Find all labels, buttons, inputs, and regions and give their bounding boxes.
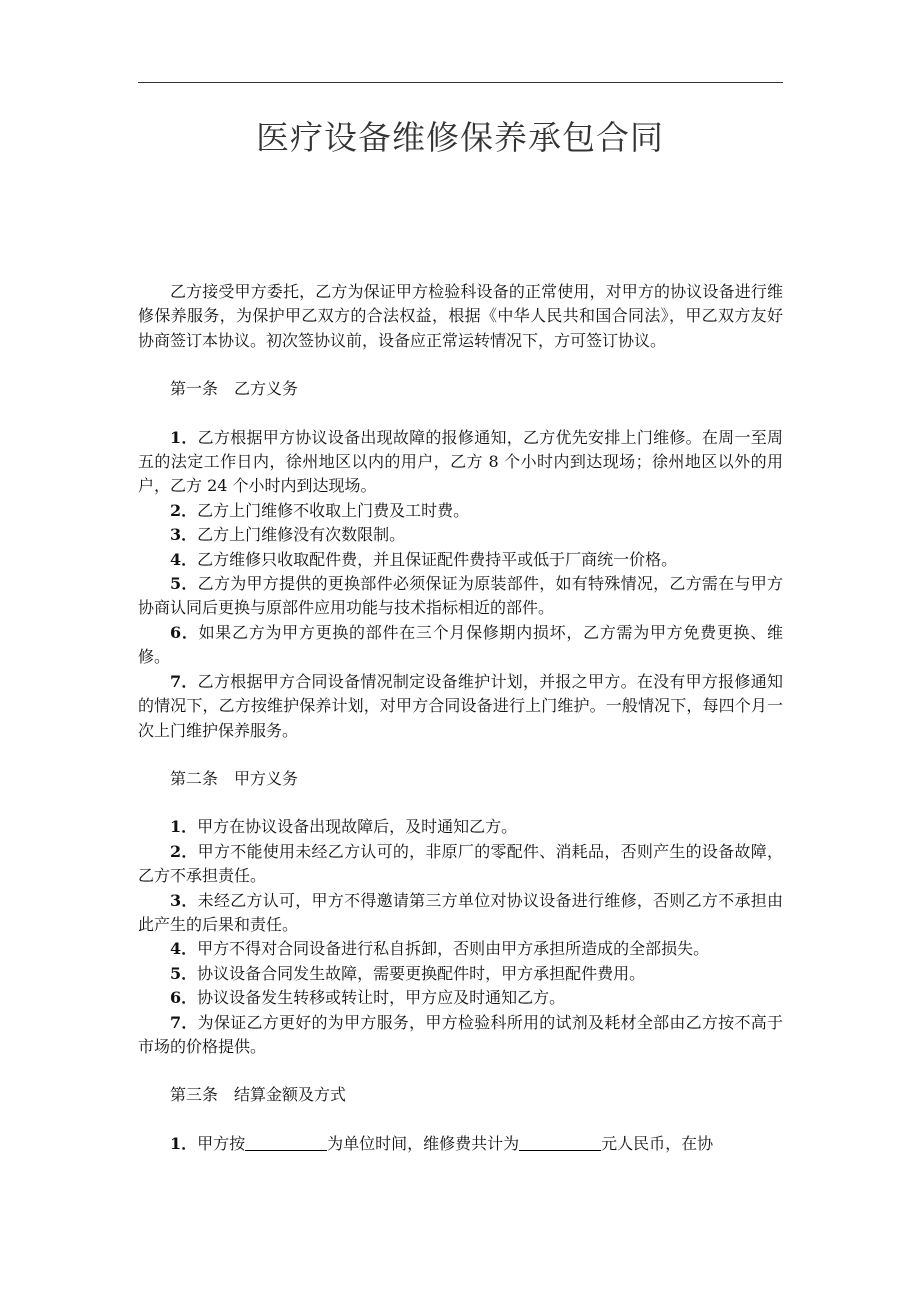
- article-2-item-1: 1．甲方在协议设备出现故障后，及时通知乙方。: [170, 817, 518, 837]
- article-3-heading: 第三条 结算金额及方式: [170, 1085, 347, 1105]
- article-2-item-3: 3．未经乙方认可，甲方不得邀请第三方单位对协议设备进行维修，否则乙方不承担由此产生的后果和责任。: [138, 890, 783, 934]
- article-3-item-1: 1．甲方按 为单位时间，维修费共计为 元人民币，在协: [170, 1133, 714, 1153]
- article-1-item-6: 6．如果乙方为甲方更换的部件在三个月保修期内损坏，乙方需为甲方免费更换、维修。: [138, 622, 783, 667]
- article-2-item-5: 5．协议设备合同发生故障，需要更换配件时，甲方承担配件费用。: [170, 963, 646, 983]
- article-2-item-2: 2．甲方不能使用未经乙方认可的，非原厂的零配件、消耗品，否则产生的设备故障，乙方不承担责任。: [138, 841, 783, 886]
- document-body: [138, 280, 783, 1156]
- article-1-heading: 第一条 乙方义务: [170, 379, 299, 399]
- article-1-item-1: 1．乙方根据甲方协议设备出现故障的报修通知，乙方优先安排上门维修。在周一至周五的法定工作日内，徐州地区以内的用户，乙方 8 个小时内到达现场；徐州地区以外的用户，乙方 24 个小时内到达现场。: [138, 427, 783, 496]
- fill-blank-time-unit: [245, 1132, 327, 1151]
- article-2-heading: 第二条 甲方义务: [170, 768, 299, 788]
- intro-paragraph: 乙方接受甲方委托，乙方为保证甲方检验科设备的正常使用，对甲方的协议设备进行维修保养服务，为保护甲乙双方的合法权益，根据《中华人民共和国合同法》，甲乙双方友好协商签订本协议。初次签协议前，设备应正常运转情况下，方可签订协议。: [138, 282, 783, 350]
- document-title: 医疗设备维修保养承包合同: [256, 118, 664, 157]
- article-1-item-2: 2．乙方上门维修不收取上门费及工时费。: [170, 500, 470, 520]
- fill-blank-amount: [519, 1132, 601, 1151]
- article-2-item-4: 4．甲方不得对合同设备进行私自拆卸，否则由甲方承担所造成的全部损失。: [170, 939, 710, 959]
- article-1-item-5: 5．乙方为甲方提供的更换部件必须保证为原装部件，如有特殊情况，乙方需在与甲方协商认同后更换与原部件应用功能与技术指标相近的部件。: [138, 574, 783, 618]
- article-1-item-7: 7．乙方根据甲方合同设备情况制定设备维护计划，并报之甲方。在没有甲方报修通知的情况下，乙方按维护保养计划，对甲方合同设备进行上门维护。一般情况下，每四个月一次上门维护保养服务。: [138, 671, 783, 740]
- article-1-item-4: 4．乙方维修只收取配件费，并且保证配件费持平或低于厂商统一价格。: [170, 549, 678, 569]
- article-1-item-3: 3．乙方上门维修没有次数限制。: [170, 525, 406, 545]
- article-2-item-7: 7．为保证乙方更好的为甲方服务，甲方检验科所用的试剂及耗材全部由乙方按不高于市场的价格提供。: [138, 1012, 783, 1056]
- top-rule: [138, 82, 783, 83]
- article-2-item-6: 6．协议设备发生转移或转让时，甲方应及时通知乙方。: [170, 988, 566, 1008]
